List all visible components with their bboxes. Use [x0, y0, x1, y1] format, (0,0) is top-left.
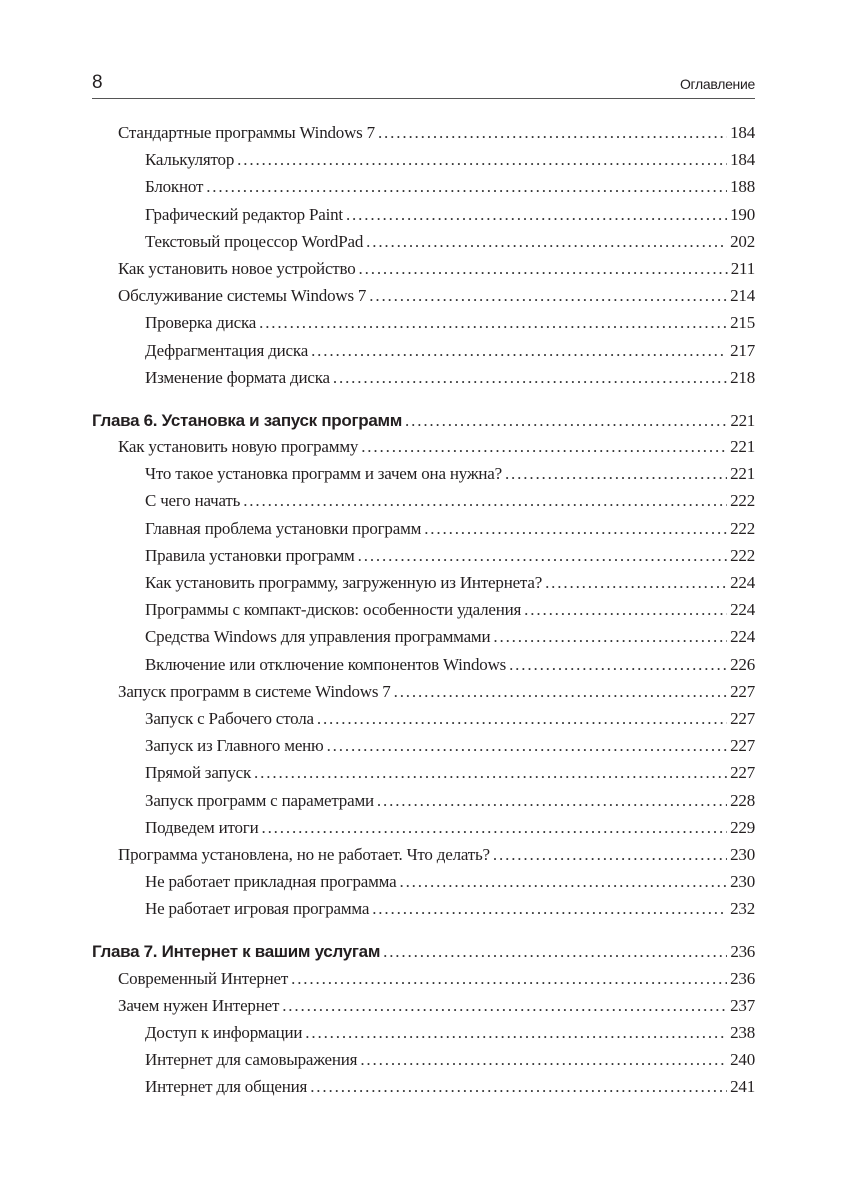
entry-page-number: 229 — [730, 817, 755, 837]
dot-leader — [369, 286, 727, 306]
dot-leader — [333, 368, 727, 388]
dot-leader — [405, 411, 727, 431]
toc-entry[interactable] — [92, 313, 755, 340]
entry-page-number: 230 — [730, 844, 755, 864]
dot-leader — [305, 1023, 727, 1043]
entry-title: Современный Интернет — [118, 968, 289, 988]
toc-chapter[interactable] — [92, 942, 755, 969]
dot-leader — [372, 899, 727, 919]
toc-entry[interactable] — [92, 1050, 755, 1077]
toc-entry[interactable] — [92, 519, 755, 546]
dot-leader — [399, 872, 727, 892]
toc-entry[interactable] — [92, 177, 755, 204]
toc-chapter[interactable] — [92, 411, 755, 438]
entry-page-number: 227 — [730, 708, 755, 728]
entry-title: Обслуживание системы Windows 7 — [118, 286, 367, 306]
toc-entry[interactable] — [92, 655, 755, 682]
toc-entry[interactable] — [92, 150, 755, 177]
entry-title: Глава 7. Интернет к вашим услугам — [92, 942, 381, 962]
toc-entry[interactable] — [92, 259, 755, 286]
dot-leader — [359, 259, 728, 279]
toc-entry[interactable] — [92, 491, 755, 518]
toc-entry[interactable] — [92, 845, 755, 872]
entry-page-number: 221 — [730, 464, 755, 484]
entry-page-number: 227 — [730, 763, 755, 783]
dot-leader — [237, 150, 727, 170]
entry-title: Как установить новое устройство — [118, 258, 356, 278]
dot-leader — [360, 1050, 727, 1070]
toc-entry[interactable] — [92, 818, 755, 845]
entry-title: Правила установки программ — [145, 545, 355, 565]
entry-title: Включение или отключение компонентов Windows — [145, 654, 507, 674]
entry-title: Запуск из Главного меню — [145, 736, 324, 756]
entry-title: Интернет для самовыражения — [145, 1050, 358, 1070]
toc-entry[interactable] — [92, 1077, 755, 1104]
entry-title: Программа установлена, но не работает. Что делать? — [118, 844, 490, 864]
toc-entry[interactable] — [92, 573, 755, 600]
entry-page-number: 236 — [730, 942, 755, 962]
entry-page-number: 240 — [730, 1050, 755, 1070]
entry-title: Программы с компакт-дисков: особенности удаления — [145, 600, 522, 620]
entry-page-number: 184 — [730, 150, 755, 170]
entry-page-number: 227 — [730, 681, 755, 701]
toc-entry[interactable] — [92, 682, 755, 709]
dot-leader — [524, 600, 727, 620]
toc-entry[interactable] — [92, 969, 755, 996]
entry-page-number: 211 — [730, 258, 755, 278]
toc-entry[interactable] — [92, 627, 755, 654]
toc-entry[interactable] — [92, 464, 755, 491]
entry-page-number: 190 — [730, 204, 755, 224]
dot-leader — [358, 546, 727, 566]
dot-leader — [243, 491, 727, 511]
dot-leader — [317, 709, 727, 729]
dot-leader — [378, 123, 727, 143]
entry-page-number: 221 — [730, 410, 755, 430]
entry-page-number: 224 — [730, 600, 755, 620]
dot-leader — [361, 437, 727, 457]
entry-title: Запуск программ в системе Windows 7 — [118, 681, 391, 701]
running-title: Оглавление — [679, 76, 755, 92]
entry-title: Запуск программ с параметрами — [145, 790, 374, 810]
entry-page-number: 230 — [730, 872, 755, 892]
entry-page-number: 184 — [730, 123, 755, 142]
entry-page-number: 238 — [730, 1023, 755, 1042]
entry-page-number: 237 — [730, 995, 755, 1015]
toc-entry[interactable] — [92, 736, 755, 763]
entry-title: Текстовый процессор WordPad — [145, 231, 364, 251]
dot-leader — [424, 519, 727, 539]
entry-title: Глава 6. Установка и запуск программ — [92, 410, 403, 430]
entry-page-number: 202 — [730, 231, 755, 251]
entry-title: Подведем итоги — [145, 817, 259, 837]
entry-title: Как установить программу, загруженную из Интернета? — [145, 573, 543, 592]
entry-title: С чего начать — [145, 491, 241, 511]
entry-page-number: 222 — [730, 545, 755, 565]
dot-leader — [509, 655, 727, 675]
dot-leader — [493, 845, 727, 865]
toc-entry[interactable] — [92, 232, 755, 259]
toc-entry[interactable] — [92, 123, 755, 150]
toc-entry[interactable] — [92, 872, 755, 899]
toc-entry[interactable] — [92, 763, 755, 790]
entry-page-number: 236 — [730, 968, 755, 988]
dot-leader — [493, 627, 727, 647]
dot-leader — [366, 232, 727, 252]
entry-title: Калькулятор — [145, 150, 235, 170]
dot-leader — [291, 969, 727, 989]
entry-title: Графический редактор Paint — [145, 204, 343, 224]
dot-leader — [310, 1077, 727, 1097]
toc-entry[interactable] — [92, 341, 755, 368]
dot-leader — [394, 682, 727, 702]
dot-leader — [206, 177, 727, 197]
toc-entry[interactable] — [92, 546, 755, 573]
entry-page-number: 241 — [730, 1077, 755, 1097]
toc-entry[interactable] — [92, 709, 755, 736]
entry-title: Запуск с Рабочего стола — [145, 708, 314, 728]
entry-title: Стандартные программы Windows 7 — [118, 123, 375, 142]
toc-entry[interactable] — [92, 791, 755, 818]
dot-leader — [346, 205, 727, 225]
entry-title: Главная проблема установки программ — [145, 518, 422, 538]
toc-entry[interactable] — [92, 286, 755, 313]
entry-page-number: 224 — [730, 573, 755, 592]
toc-entry[interactable] — [92, 600, 755, 627]
entry-title: Интернет для общения — [145, 1077, 308, 1097]
toc-entry[interactable] — [92, 205, 755, 232]
dot-leader — [383, 942, 727, 962]
entry-page-number: 221 — [730, 437, 755, 457]
toc-entry[interactable] — [92, 996, 755, 1023]
entry-page-number: 228 — [730, 790, 755, 810]
table-of-contents — [92, 123, 755, 1105]
entry-title: Блокнот — [145, 177, 204, 197]
dot-leader — [377, 791, 727, 811]
toc-entry[interactable] — [92, 899, 755, 926]
entry-title: Что такое установка программ и зачем она нужна? — [145, 464, 502, 484]
dot-leader — [261, 818, 727, 838]
entry-title: Проверка диска — [145, 313, 257, 333]
entry-title: Средства Windows для управления программами — [145, 627, 491, 647]
entry-title: Не работает прикладная программа — [145, 872, 397, 892]
dot-leader — [311, 341, 727, 361]
entry-page-number: 227 — [730, 736, 755, 756]
page-number: 8 — [92, 72, 103, 93]
entry-page-number: 188 — [730, 177, 755, 197]
dot-leader — [327, 736, 728, 756]
entry-page-number: 224 — [730, 627, 755, 647]
entry-title: Не работает игровая программа — [145, 899, 370, 919]
entry-title: Зачем нужен Интернет — [118, 995, 280, 1015]
dot-leader — [505, 464, 727, 484]
entry-page-number: 222 — [730, 518, 755, 538]
entry-page-number: 232 — [730, 899, 755, 919]
entry-page-number: 214 — [730, 286, 755, 306]
entry-page-number: 222 — [730, 491, 755, 511]
entry-page-number: 215 — [730, 313, 755, 333]
dot-leader — [545, 573, 727, 593]
dot-leader — [282, 996, 727, 1016]
toc-entry[interactable] — [92, 437, 755, 464]
entry-page-number: 217 — [730, 340, 755, 360]
entry-page-number: 226 — [730, 654, 755, 674]
dot-leader — [259, 313, 727, 333]
entry-page-number: 218 — [730, 367, 755, 387]
toc-entry[interactable] — [92, 368, 755, 395]
entry-title: Изменение формата диска — [145, 367, 330, 387]
page-header — [92, 72, 755, 99]
entry-title: Как установить новую программу — [118, 437, 359, 457]
entry-title: Прямой запуск — [145, 763, 252, 783]
dot-leader — [254, 763, 727, 783]
entry-title: Дефрагментация диска — [145, 340, 309, 360]
entry-title: Доступ к информации — [145, 1023, 303, 1042]
toc-entry[interactable] — [92, 1023, 755, 1050]
